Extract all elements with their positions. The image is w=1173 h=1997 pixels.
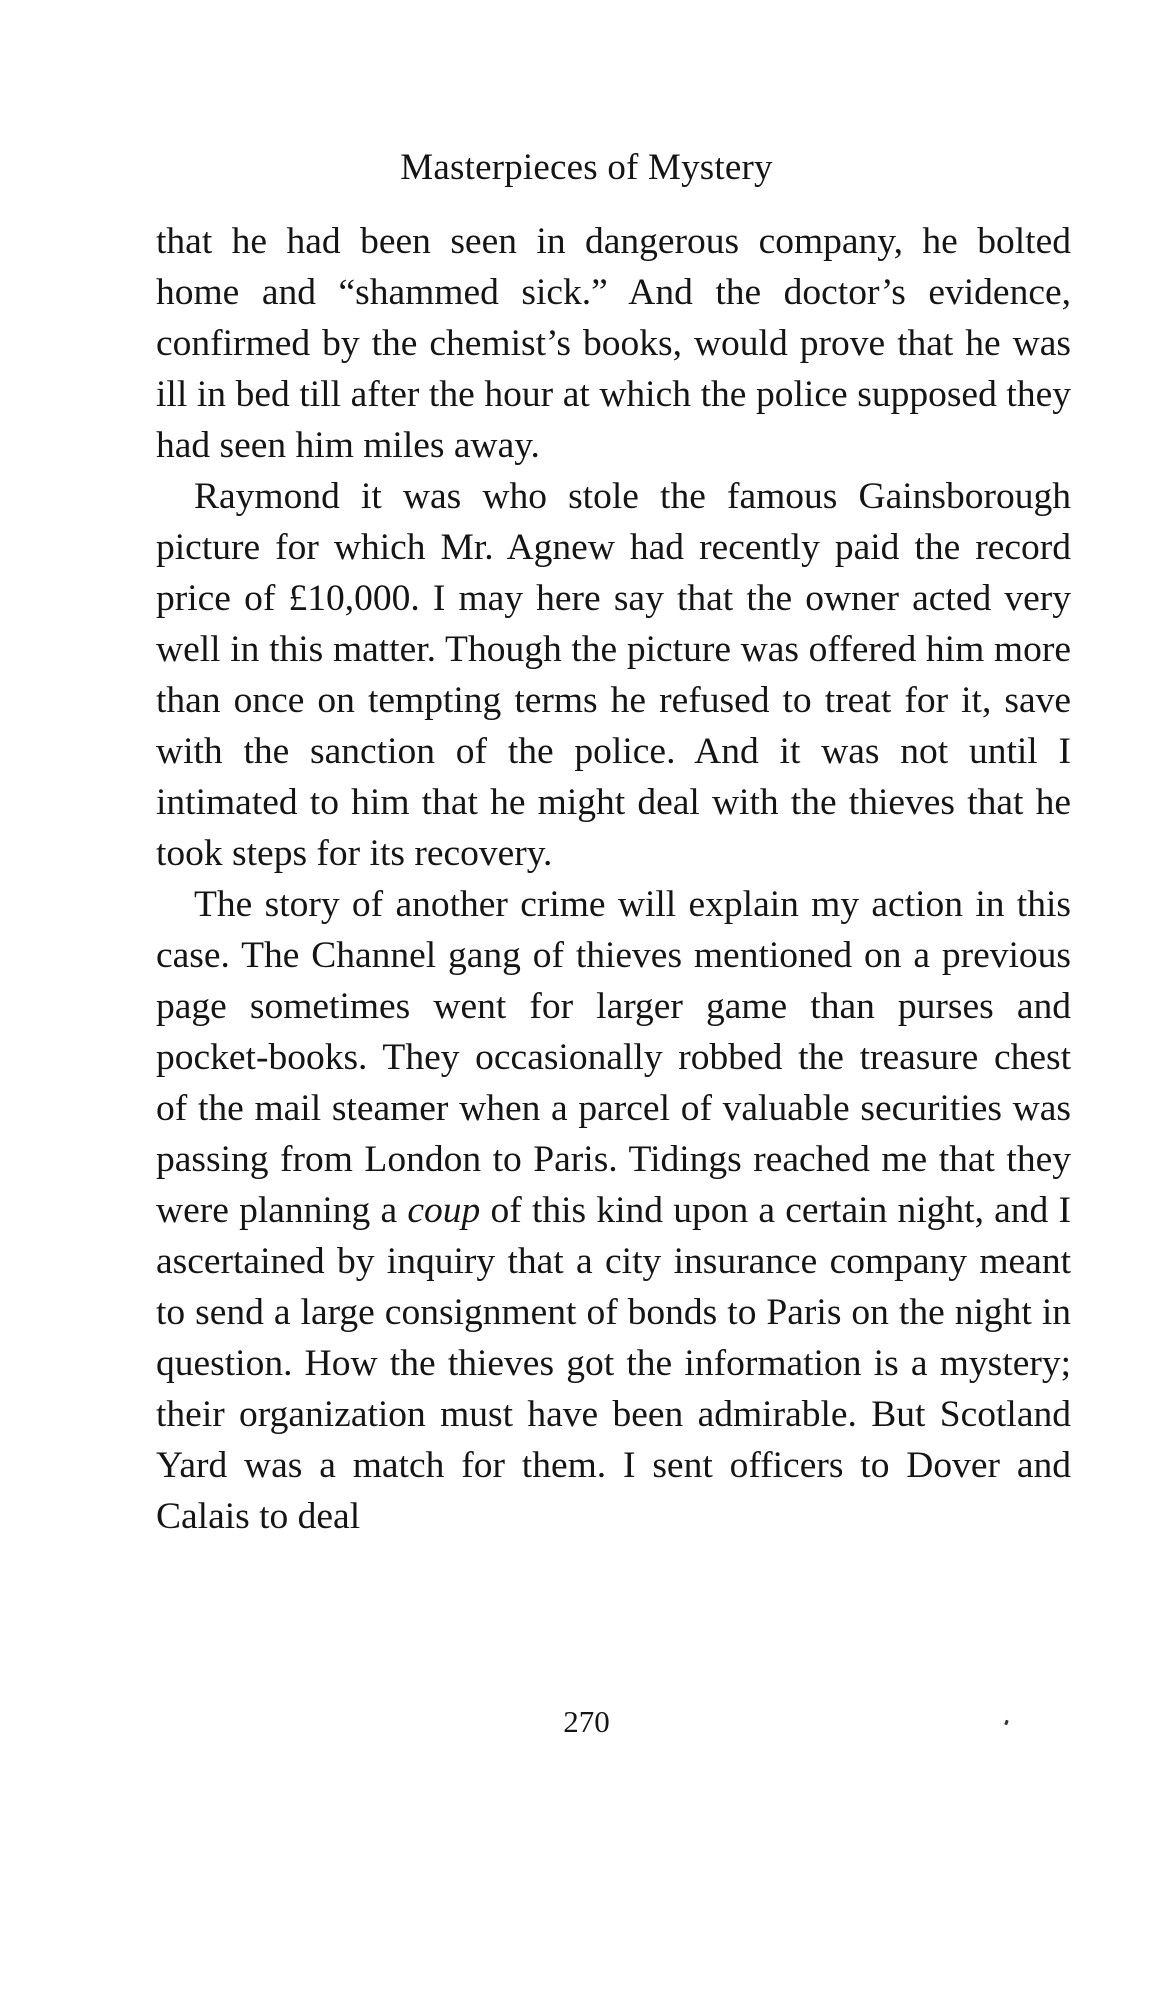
paragraph-3: [156, 879, 1071, 1542]
paragraph-text: of this kind upon a certain night, and I ascertained by inquiry that a city insurance company meant to send a large consignment of bonds to Paris on the night in question. How the thieves got the information is a mystery; their organization must have been admirable. But Scotland Yard was a match for them. I sent officers to Dover and Calais to deal: [156, 1190, 1072, 1537]
paragraph-text: that he had been seen in dangerous company, he bolted home and “shammed sick.” And the doctor’s evidence, confirmed by the chemist’s books, would prove that he was ill in bed till after the hour at which the police supposed they had seen him miles away.: [156, 221, 1071, 466]
paragraph-1: [156, 216, 1071, 471]
paragraph-2: [156, 471, 1071, 879]
paragraph-text: The story of another crime will explain my action in this case. The Channel gang of thieves mentioned on a previous page sometimes went for larger game than purses and pocket-books. They occasionally robbed the treasure chest of the mail steamer when a parcel of valuable securities was passing from London to Paris. Tidings reached me that they were planning a: [156, 884, 1071, 1231]
page-number: 270: [563, 1704, 610, 1739]
paragraph-text: Raymond it was who stole the famous Gainsborough picture for which Mr. Agnew had recently paid the record price of £10,000. I may here say that the owner acted very well in this matter. Though the picture was offered him more than once on tempting terms he refused to treat for it, save with the sanction of the police. And it was not until I intimated to him that he might deal with the thieves that he took steps for its recovery.: [156, 476, 1071, 874]
running-head: Masterpieces of Mystery: [400, 147, 773, 188]
italic-term: coup: [407, 1190, 481, 1231]
body-text: [156, 216, 1071, 1542]
